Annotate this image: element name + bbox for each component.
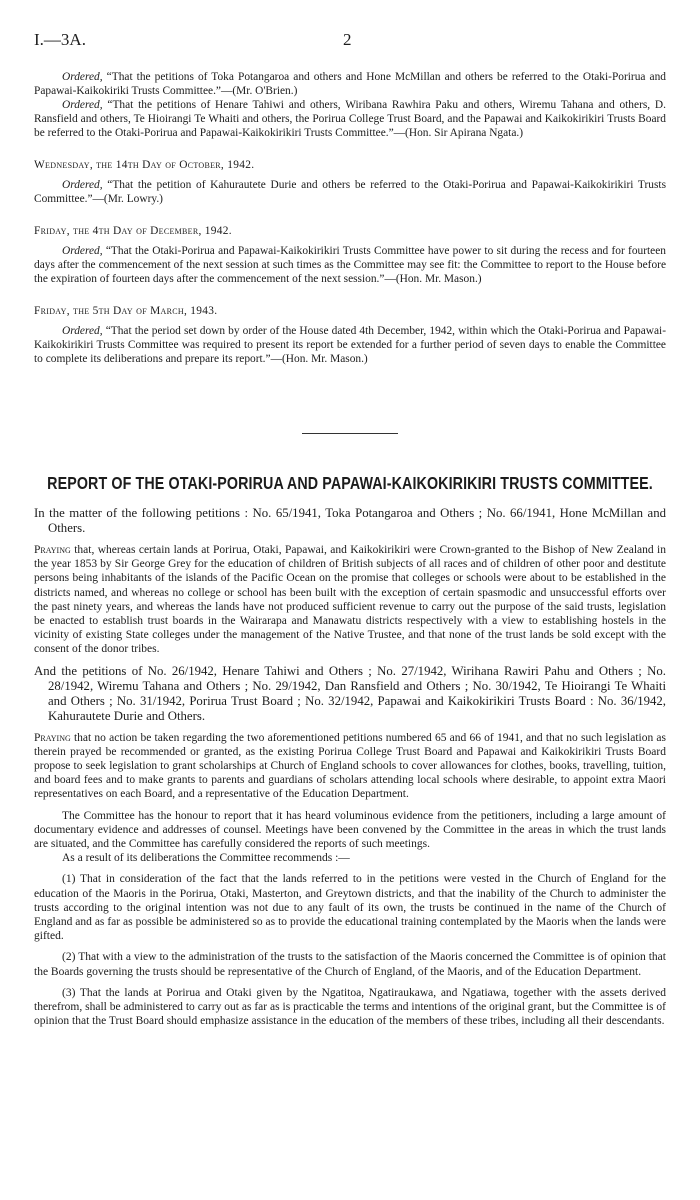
running-header bbox=[34, 30, 666, 56]
recommendation: (1) That in consideration of the fact that the lands referred to in the petitions were vested in the Church of England for the education of the Maoris in the Porirua, Otaki, Masterton, and Greytown districts, and that the inability of the Church to administer the trusts according to the original intention was not due to any fault of its own, the trusts be continued in the name of the Church of England and as far as possible be administered so as to provide the educational training contemplated by the Maoris when the lands were gifted. bbox=[34, 873, 666, 943]
orders-section bbox=[34, 70, 666, 366]
section-divider bbox=[302, 433, 398, 434]
sitting-date: Friday, the 4th Day of December, 1942. bbox=[34, 225, 232, 237]
page-number: 2 bbox=[343, 30, 352, 49]
paper-reference: I.—3A. bbox=[34, 30, 86, 49]
order-paragraph: Ordered, “That the petition of Kahurautete Durie and others be referred to the Otaki-Porirua and Papawai-Kaikokirikiri Trusts Committee.”—(Mr. Lowry.) bbox=[34, 179, 666, 205]
document-page bbox=[34, 30, 666, 1028]
matter-heading: In the matter of the following petitions : No. 65/1941, Toka Potangaroa and Others ; No. 66/1941, Hone McMillan and Others. bbox=[34, 506, 666, 535]
recommendation: (2) That with a view to the administration of the trusts to the satisfaction of the Maoris concerned the Committee is of opinion that the Boards governing the trusts should be representative of the Church of England, of the Maoris, and of the Education Department. bbox=[34, 951, 666, 978]
order-paragraph: Ordered, “That the Otaki-Porirua and Papawai-Kaikokirikiri Trusts Committee have power to sit during the recess and for fourteen days after the commencement of the next session at such times as the Committee may see fit: the Committee to report to the House before the expiration of fourteen days after the commencement of the next session.”—(Hon. Mr. Mason.) bbox=[34, 245, 666, 285]
sitting-date: Friday, the 5th Day of March, 1943. bbox=[34, 305, 218, 317]
sitting-date: Wednesday, the 14th Day of October, 1942. bbox=[34, 159, 255, 171]
praying-paragraph: Praying that no action be taken regarding the two aforementioned petitions numbered 65 and 66 of 1941, and that no such legislation as therein prayed be recommended or granted, as the existing Porirua College Trust Board and Papawai and Kaikokirikiri Trusts Board propose to seek legislation to grant scholarships at Church of England schools to cover allowances for clothes, books, travelling, tuition, and board fees and to make grants to parents and guardians of scholars attending local schools where desirable, to appoint extra Maori representatives on each Board, and a representative of the Education Department. bbox=[34, 731, 666, 801]
additional-petitions: And the petitions of No. 26/1942, Henare Tahiwi and Others ; No. 27/1942, Wirihana Rawiri Pahu and Others ; No. 28/1942, Wiremu Tahana and Others ; No. 29/1942, Dan Ransfield and Others ; No. 30/1942, Te Hioirangi Te Whaiti and Others ; No. 31/1942, Porirua Trust Board ; No. 32/1942, Papawai and Kaikokirikiri Trusts Board : No. 36/1942, Kahurautete Durie and Others. bbox=[34, 663, 666, 723]
order-paragraph: Ordered, “That the period set down by order of the House dated 4th December, 1942, within which the Otaki-Porirua and Papawai-Kaikokirikiri Trusts Committee was required to present its report be extended for a further period of seven days to enable the Committee to complete its deliberations and prepare its report.”—(Hon. Mr. Mason.) bbox=[34, 325, 666, 365]
order-paragraph: Ordered, “That the petitions of Henare Tahiwi and others, Wiribana Rawhira Paku and others, Wiremu Tahana and others, D. Ransfield and others, Te Hioirangi Te Whaiti and others, the Porirua College Trust Board, and the Papawai and Kaikokirikiri Trusts Board be referred to the Otaki-Porirua and Papawai-Kaikokirikiri Trusts Committee.”—(Hon. Sir Apirana Ngata.) bbox=[34, 99, 666, 139]
report-title: REPORT OF THE OTAKI-PORIRUA AND PAPAWAI-KAIKOKIRIKIRI TRUSTS COMMITTEE. bbox=[47, 474, 653, 494]
report-paragraph: The Committee has the honour to report that it has heard voluminous evidence from the petitioners, including a large amount of documentary evidence and addresses of counsel. Meetings have been convened by the Committee in the areas in which the trust lands are situated, and the Committee has carefully considered the reports of such meetings. bbox=[34, 809, 666, 851]
report-body bbox=[34, 506, 666, 1028]
recommendation: (3) That the lands at Porirua and Otaki given by the Ngatitoa, Ngatiraukawa, and Ngatiawa, together with the assets derived therefrom, shall be administered to carry out as far as is practicable the terms and intentions of the original grant, but the Committee is of opinion that the Trust Board should emphasize assistance in the education of the members of these tribes, including all their descendants. bbox=[34, 986, 666, 1028]
praying-paragraph: Praying that, whereas certain lands at Porirua, Otaki, Papawai, and Kaikokirikiri were Crown-granted to the Bishop of New Zealand in the year 1853 by Sir George Grey for the education of children of British subjects of all races and of children of other poor and destitute persons being inhabitants of the islands of the Pacific Ocean on the promise that colleges or schools were about to be established in the districts named, and whereas no college or school has been built with the exception of certain spasmodic and unsuccessful efforts over the past ninety years, and whereas the lands have not produced sufficient revenue to carry out the purpose of the said trusts, legislation be enacted to establish trust boards in the Wairarapa and Manawatu districts respectively with a view to establishing hostels in the vicinity of existing State colleges under the management of the Native Trustee, and that none of the trust lands be sold except with the consent of the donor tribes. bbox=[34, 544, 666, 656]
order-paragraph: Ordered, “That the petitions of Toka Potangaroa and others and Hone McMillan and others be referred to the Otaki-Porirua and Papawai-Kaikokiriki Trusts Committee.”—(Mr. O'Brien.) bbox=[34, 71, 666, 97]
recommends-intro: As a result of its deliberations the Committee recommends :— bbox=[62, 852, 350, 865]
